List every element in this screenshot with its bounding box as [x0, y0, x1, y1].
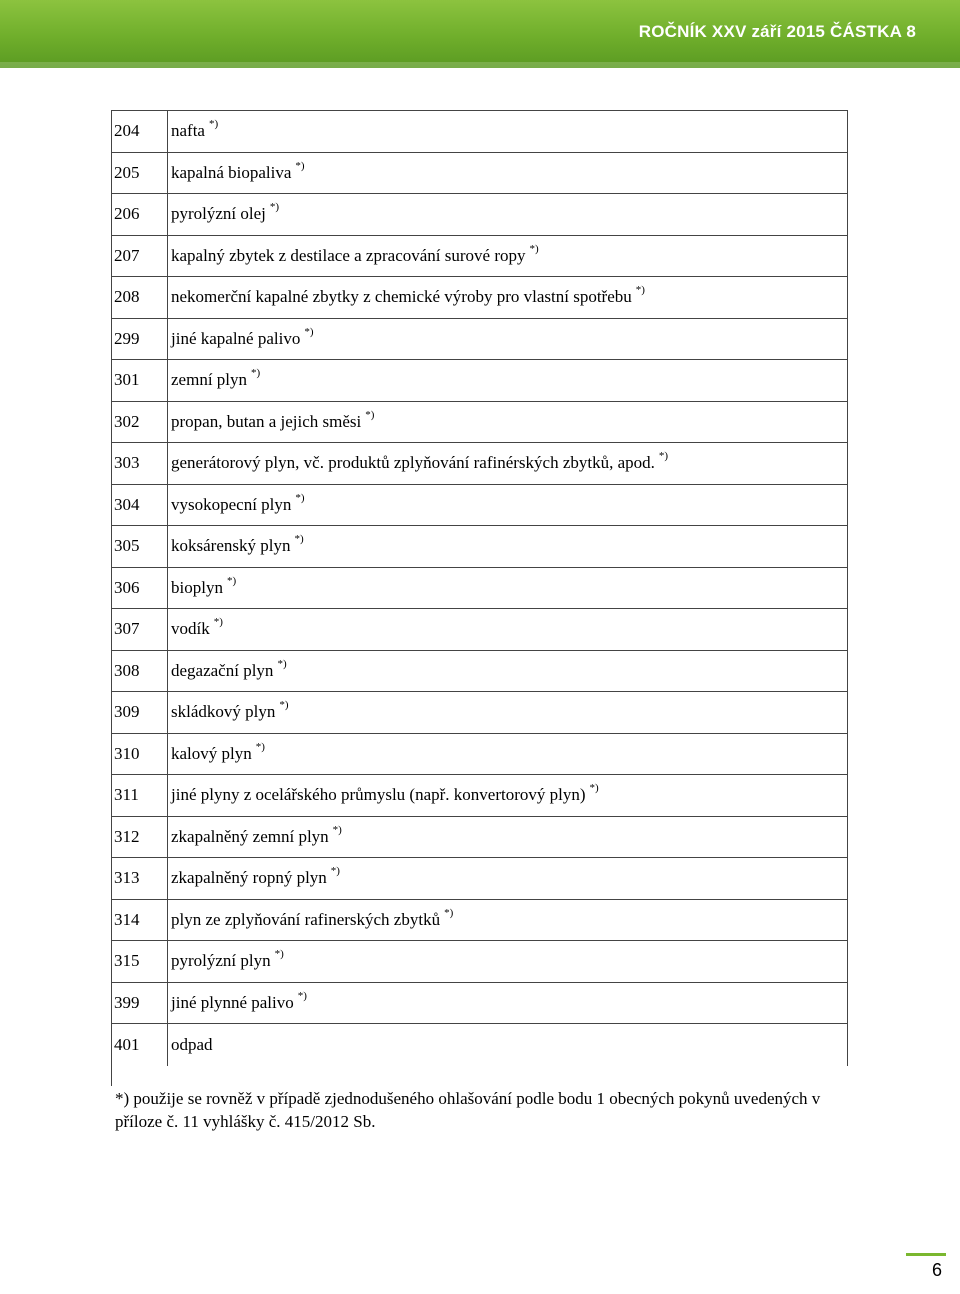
row-label-cell	[168, 402, 847, 443]
row-label: jiné plynné palivo	[171, 992, 294, 1012]
footnote-marker: *)	[295, 159, 305, 172]
row-label-cell	[168, 443, 847, 484]
table-row	[111, 817, 847, 859]
row-code: 307	[111, 609, 168, 650]
row-label: zemní plyn	[171, 370, 248, 390]
row-label-cell	[168, 568, 847, 609]
row-code: 303	[111, 443, 168, 484]
row-label: plyn ze zplyňování rafinerských zbytků	[171, 909, 441, 929]
row-code: 310	[111, 734, 168, 775]
table-row	[111, 568, 847, 610]
table-row	[111, 941, 847, 983]
row-code: 206	[111, 194, 168, 235]
row-label: nekomerční kapalné zbytky z chemické výroby pro vlastní spotřebu	[171, 287, 632, 307]
row-label: nafta	[171, 121, 205, 141]
row-label: vysokopecní plyn	[171, 494, 292, 514]
footnote-marker: *)	[208, 118, 219, 131]
row-code: 204	[111, 111, 168, 152]
row-code: 305	[111, 526, 168, 567]
table-row	[111, 651, 847, 693]
row-label: pyrolýzní plyn	[171, 951, 271, 971]
row-label: degazační plyn	[171, 660, 274, 680]
table-row	[111, 194, 847, 236]
row-label: kapalná biopaliva	[171, 162, 292, 182]
footnote-marker: *)	[332, 823, 342, 836]
footnote-marker: *)	[304, 325, 314, 338]
footnote-marker: *)	[251, 367, 261, 380]
row-label-cell	[168, 609, 847, 650]
row-code: 301	[111, 360, 168, 401]
footnote-marker: *)	[635, 284, 645, 297]
row-label-cell	[168, 775, 847, 816]
row-label-cell	[168, 817, 847, 858]
row-label-cell	[168, 111, 847, 152]
row-code: 313	[111, 858, 168, 899]
footnote-marker: *)	[297, 989, 307, 1002]
row-label-cell	[168, 1024, 847, 1066]
footnote-marker: *)	[255, 740, 265, 753]
row-label-cell	[168, 153, 847, 194]
table-row	[111, 402, 847, 444]
row-code: 299	[111, 319, 168, 360]
row-code: 304	[111, 485, 168, 526]
footnote: *) použije se rovněž v případě zjednodušeného ohlašování podle bodu 1 obecných pokynů uvedených v příloze č. 11 vyhlášky č. 415/2012 Sb.	[115, 1089, 821, 1131]
footnote-marker: *)	[589, 782, 599, 795]
row-label: generátorový plyn, vč. produktů zplyňování rafinérských zbytků, apod.	[171, 453, 655, 473]
table-row	[111, 236, 847, 278]
footnote-marker: *)	[279, 699, 289, 712]
row-label-cell	[168, 319, 847, 360]
row-label: kalový plyn	[171, 743, 252, 763]
row-label-cell	[168, 734, 847, 775]
row-code: 401	[111, 1024, 168, 1066]
table-row	[111, 983, 847, 1025]
table-row	[111, 443, 847, 485]
table-row	[111, 858, 847, 900]
row-label: skládkový plyn	[171, 702, 276, 722]
fuel-code-table	[111, 110, 848, 1066]
row-label: zkapalněný ropný plyn	[171, 868, 327, 888]
row-code: 315	[111, 941, 168, 982]
table-row	[111, 360, 847, 402]
table-row	[111, 609, 847, 651]
row-label: bioplyn	[171, 577, 223, 597]
row-label: propan, butan a jejich směsi	[171, 411, 362, 431]
table-row	[111, 526, 847, 568]
header-bar	[0, 0, 960, 68]
table-row	[111, 277, 847, 319]
footnote-marker: *)	[295, 491, 305, 504]
row-label-cell	[168, 858, 847, 899]
row-label: odpad	[171, 1034, 213, 1054]
row-label-cell	[168, 526, 847, 567]
row-label: pyrolýzní olej	[171, 204, 266, 224]
footnote-marker: *)	[274, 948, 284, 961]
row-label-cell	[168, 983, 847, 1024]
row-code: 207	[111, 236, 168, 277]
row-label-cell	[168, 692, 847, 733]
row-code: 314	[111, 900, 168, 941]
row-code: 312	[111, 817, 168, 858]
header-title: ROČNÍK XXV září 2015 ČÁSTKA 8	[638, 22, 916, 41]
row-label-cell	[168, 651, 847, 692]
table-row	[111, 485, 847, 527]
table-row	[111, 153, 847, 195]
row-code: 311	[111, 775, 168, 816]
footnote-marker: *)	[444, 906, 454, 919]
row-label-cell	[168, 236, 847, 277]
table-row	[111, 692, 847, 734]
footnote-marker: *)	[658, 450, 669, 463]
row-code: 208	[111, 277, 168, 318]
footnote-marker: *)	[269, 201, 280, 214]
row-code: 205	[111, 153, 168, 194]
row-label: jiné kapalné palivo	[171, 328, 301, 348]
row-code: 399	[111, 983, 168, 1024]
row-label: koksárenský plyn	[171, 536, 291, 556]
table-row	[111, 1024, 847, 1066]
row-label-cell	[168, 360, 847, 401]
footnote-marker: *)	[226, 574, 237, 587]
row-label: zkapalněný zemní plyn	[171, 826, 329, 846]
row-code: 306	[111, 568, 168, 609]
footnote-marker: *)	[330, 865, 340, 878]
row-code: 309	[111, 692, 168, 733]
row-label-cell	[168, 194, 847, 235]
row-label-cell	[168, 485, 847, 526]
row-label: kapalný zbytek z destilace a zpracování surové ropy	[171, 245, 526, 265]
footnote-marker: *)	[294, 533, 304, 546]
footnote-marker: *)	[213, 616, 223, 629]
footnote-marker: *)	[365, 408, 375, 421]
footnote-marker: *)	[277, 657, 287, 670]
table-row	[111, 775, 847, 817]
row-label-cell	[168, 277, 847, 318]
table-row	[111, 319, 847, 361]
row-code: 302	[111, 402, 168, 443]
footnote-marker: *)	[529, 242, 539, 255]
row-code: 308	[111, 651, 168, 692]
table-row	[111, 900, 847, 942]
row-label: jiné plyny z ocelářského průmyslu (např. konvertorový plyn)	[171, 785, 586, 805]
row-label-cell	[168, 941, 847, 982]
row-label: vodík	[171, 619, 210, 639]
page-number: 6	[931, 1260, 942, 1280]
table-row	[111, 734, 847, 776]
row-label-cell	[168, 900, 847, 941]
table-row	[111, 111, 847, 153]
